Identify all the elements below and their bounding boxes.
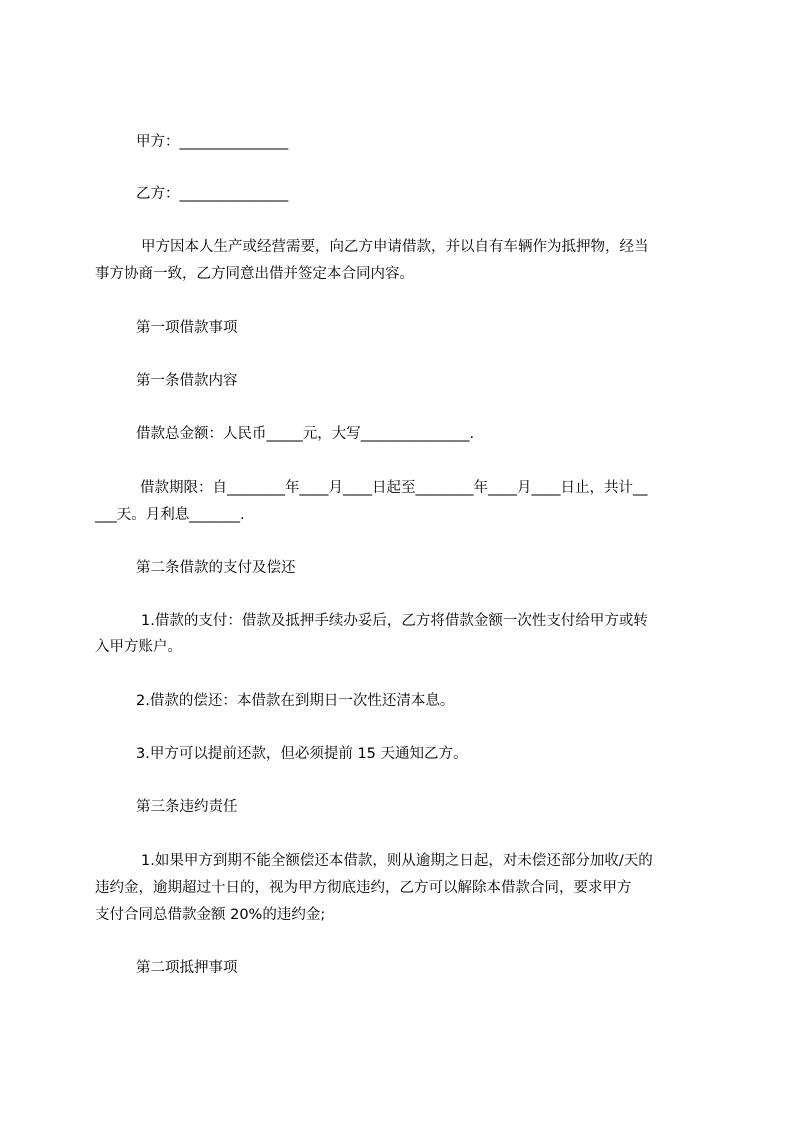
intro-line-1: 甲方因本人生产或经营需要，向乙方申请借款，并以自有车辆作为抵押物，经当: [141, 239, 649, 255]
clause-3-1-line-3: 支付合同总借款金额 20%的违约金;: [95, 907, 326, 923]
intro-line-2: 事方协商一致，乙方同意出借并签定本合同内容。: [95, 266, 414, 282]
article3-title: 第三条违约责任: [136, 799, 238, 815]
section2-title: 第二项抵押事项: [136, 960, 238, 976]
party-a-line: 甲方：_______________: [136, 134, 289, 150]
clause-2-1-line-2: 入甲方账户。: [95, 639, 182, 655]
article2-title: 第二条借款的支付及偿还: [136, 560, 296, 576]
clause-2-1-line-1: 1.借款的支付：借款及抵押手续办妥后，乙方将借款金额一次性支付给甲方或转: [141, 613, 648, 629]
loan-term-line-1: 借款期限：自________年____月____日起至________年____月____日止，共计__: [140, 480, 648, 496]
clause-3-1-line-2: 违约金，逾期超过十日的，视为甲方彻底违约，乙方可以解除本借款合同，要求甲方: [95, 880, 632, 896]
loan-term-line-2: ___天。月利息_______.: [95, 507, 245, 523]
article1-title: 第一条借款内容: [136, 373, 238, 389]
clause-3-1-line-1: 1.如果甲方到期不能全额偿还本借款，则从逾期之日起，对未偿还部分加收/天的: [141, 853, 653, 869]
party-b-line: 乙方：_______________: [136, 186, 289, 202]
clause-2-3: 3.甲方可以提前还款，但必须提前 15 天通知乙方。: [136, 746, 468, 762]
clause-2-2: 2.借款的偿还：本借款在到期日一次性还清本息。: [136, 693, 455, 709]
loan-amount-line: 借款总金额：人民币_____元，大写_______________.: [136, 426, 475, 442]
section1-title: 第一项借款事项: [136, 320, 238, 336]
